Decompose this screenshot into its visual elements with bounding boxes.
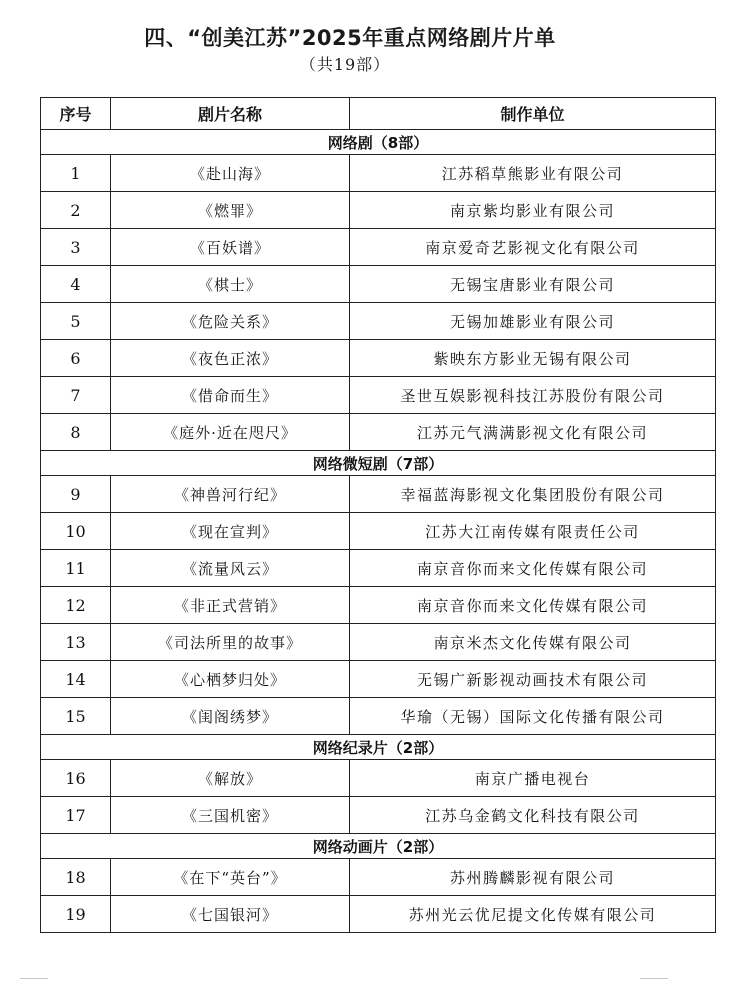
table-row xyxy=(41,587,716,624)
document-title: 四、“创美江苏”2025年重点网络剧片片单 xyxy=(144,26,556,50)
column-header-title: 剧片名称 xyxy=(111,98,350,130)
table-row xyxy=(41,377,716,414)
title-cell: 《赴山海》 xyxy=(111,155,350,192)
title-cell: 《危险关系》 xyxy=(111,303,350,340)
producer-cell: 苏州光云优尼提文化传媒有限公司 xyxy=(350,896,716,933)
table-row xyxy=(41,661,716,698)
row-number-cell: 5 xyxy=(41,303,111,340)
producer-cell: 南京紫均影业有限公司 xyxy=(350,192,716,229)
table-row xyxy=(41,303,716,340)
producer-cell: 江苏大江南传媒有限责任公司 xyxy=(350,513,716,550)
row-number-cell: 13 xyxy=(41,624,111,661)
table-row xyxy=(41,476,716,513)
producer-cell: 江苏元气满满影视文化有限公司 xyxy=(350,414,716,451)
title-cell: 《夜色正浓》 xyxy=(111,340,350,377)
producer-cell: 幸福蓝海影视文化集团股份有限公司 xyxy=(350,476,716,513)
producer-cell: 苏州腾麟影视有限公司 xyxy=(350,859,716,896)
title-cell: 《在下“英台”》 xyxy=(111,859,350,896)
row-number-cell: 7 xyxy=(41,377,111,414)
table-row xyxy=(41,760,716,797)
column-header-producer: 制作单位 xyxy=(350,98,716,130)
row-number-cell: 6 xyxy=(41,340,111,377)
producer-cell: 南京音你而来文化传媒有限公司 xyxy=(350,550,716,587)
table-body xyxy=(41,130,716,933)
title-cell: 《庭外·近在咫尺》 xyxy=(111,414,350,451)
row-number-cell: 15 xyxy=(41,698,111,735)
table-row xyxy=(41,266,716,303)
table-row xyxy=(41,155,716,192)
table-row xyxy=(41,896,716,933)
title-cell: 《百妖谱》 xyxy=(111,229,350,266)
column-header-number: 序号 xyxy=(41,98,111,130)
table-header-row xyxy=(41,98,716,130)
table-row xyxy=(41,513,716,550)
row-number-cell: 8 xyxy=(41,414,111,451)
producer-cell: 南京米杰文化传媒有限公司 xyxy=(350,624,716,661)
title-cell: 《三国机密》 xyxy=(111,797,350,834)
producer-cell: 无锡加雄影业有限公司 xyxy=(350,303,716,340)
title-cell: 《七国银河》 xyxy=(111,896,350,933)
row-number-cell: 11 xyxy=(41,550,111,587)
title-cell: 《棋士》 xyxy=(111,266,350,303)
table-row xyxy=(41,229,716,266)
row-number-cell: 9 xyxy=(41,476,111,513)
row-number-cell: 4 xyxy=(41,266,111,303)
section-row xyxy=(41,834,716,859)
producer-cell: 紫映东方影业无锡有限公司 xyxy=(350,340,716,377)
producer-cell: 江苏乌金鹤文化科技有限公司 xyxy=(350,797,716,834)
section-row xyxy=(41,451,716,476)
row-number-cell: 1 xyxy=(41,155,111,192)
table-row xyxy=(41,797,716,834)
title-cell: 《借命而生》 xyxy=(111,377,350,414)
title-cell: 《现在宣判》 xyxy=(111,513,350,550)
producer-cell: 华瑜（无锡）国际文化传播有限公司 xyxy=(350,698,716,735)
title-cell: 《心栖梦归处》 xyxy=(111,661,350,698)
title-cell: 《非正式营销》 xyxy=(111,587,350,624)
title-cell: 《闺阁绣梦》 xyxy=(111,698,350,735)
footer-divider-right xyxy=(640,978,668,979)
title-cell: 《燃罪》 xyxy=(111,192,350,229)
section-heading: 网络剧（8部） xyxy=(41,130,716,155)
row-number-cell: 19 xyxy=(41,896,111,933)
producer-cell: 南京爱奇艺影视文化有限公司 xyxy=(350,229,716,266)
row-number-cell: 14 xyxy=(41,661,111,698)
section-heading: 网络动画片（2部） xyxy=(41,834,716,859)
row-number-cell: 17 xyxy=(41,797,111,834)
producer-cell: 南京音你而来文化传媒有限公司 xyxy=(350,587,716,624)
producer-cell: 无锡宝唐影业有限公司 xyxy=(350,266,716,303)
row-number-cell: 10 xyxy=(41,513,111,550)
table-row xyxy=(41,414,716,451)
table-row xyxy=(41,624,716,661)
section-heading: 网络纪录片（2部） xyxy=(41,735,716,760)
section-heading: 网络微短剧（7部） xyxy=(41,451,716,476)
drama-list-table xyxy=(40,97,716,933)
producer-cell: 江苏稻草熊影业有限公司 xyxy=(350,155,716,192)
row-number-cell: 3 xyxy=(41,229,111,266)
section-row xyxy=(41,130,716,155)
producer-cell: 南京广播电视台 xyxy=(350,760,716,797)
section-row xyxy=(41,735,716,760)
document-subtitle: （共19部） xyxy=(299,55,391,74)
table-row xyxy=(41,550,716,587)
table-row xyxy=(41,340,716,377)
producer-cell: 无锡广新影视动画技术有限公司 xyxy=(350,661,716,698)
table-row xyxy=(41,192,716,229)
footer-divider-left xyxy=(20,978,48,979)
row-number-cell: 16 xyxy=(41,760,111,797)
title-cell: 《神兽河行纪》 xyxy=(111,476,350,513)
table-row xyxy=(41,698,716,735)
table-row xyxy=(41,859,716,896)
row-number-cell: 12 xyxy=(41,587,111,624)
title-cell: 《流量风云》 xyxy=(111,550,350,587)
producer-cell: 圣世互娱影视科技江苏股份有限公司 xyxy=(350,377,716,414)
title-cell: 《解放》 xyxy=(111,760,350,797)
row-number-cell: 18 xyxy=(41,859,111,896)
title-cell: 《司法所里的故事》 xyxy=(111,624,350,661)
row-number-cell: 2 xyxy=(41,192,111,229)
